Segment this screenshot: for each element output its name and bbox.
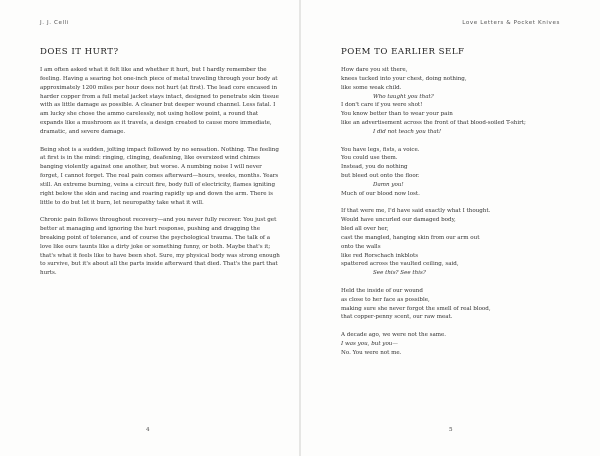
poem-line: making sure she never forgot the smell of real blood, [341, 305, 491, 312]
poem-line: but bleed out onto the floor. [341, 173, 420, 180]
poem-line: bled all over her, [341, 226, 389, 233]
paragraph: Being shot is a sudden, jolting impact followed by no sensation. Nothing. The feeling at first is in the mind: ringing, clinging, deafening, like oversized wind chimes banging violently against one another, but worse. A numbing noise I will never forget, I cannot forget. The real pain comes afterward—hours, weeks, months. Years still. An extreme burning, veins a circuit fire, body full of electricity, flames igniting right below the skin and racing and roaring rapidly up and down the arm. There is little to do but let it burn, let neuropathy take what it will. [40, 146, 279, 206]
poem-line: If that were me, I'd have said exactly what I thought. [341, 208, 491, 215]
poem-stanza [341, 66, 581, 137]
poem-line: Held the inside of our wound [341, 287, 423, 294]
poem-stanza [341, 331, 581, 358]
poem-line: You have legs, fists, a voice. [341, 146, 420, 153]
poem-stanza [341, 287, 581, 322]
poem-line: onto the walls [341, 243, 381, 250]
poem-body [341, 66, 581, 366]
poem-line: A decade ago, we were not the same. [341, 332, 447, 339]
poem-line: cast the mangled, hanging skin from our arm out [341, 234, 480, 241]
poem-line: I was you, but you— [341, 340, 398, 347]
poem-line: like some weak child. [341, 84, 402, 91]
poem-line: like an advertisement across the front of that blood-soiled T-shirt; [341, 120, 526, 127]
poem-line: that copper-penny scent, our raw meat. [341, 314, 453, 321]
running-head-book-title: Love Letters & Pocket Knives [462, 20, 560, 26]
page-number-right: 5 [449, 427, 453, 433]
poem-line: How dare you sit there, [341, 67, 408, 73]
poem-line: Much of our blood now lost. [341, 190, 420, 197]
poem-line: You could use them. [341, 155, 398, 162]
poem-stanza [341, 146, 581, 199]
essay-title: DOES IT HURT? [40, 47, 119, 57]
poem-stanza [341, 207, 581, 278]
poem-line: No. You were not me. [341, 349, 402, 356]
page-number-left: 4 [146, 427, 150, 433]
poem-line: as close to her face as possible, [341, 296, 430, 303]
poem-line: like red Rorschach inkblots [341, 252, 419, 259]
poem-line: Would have uncurled our damaged body, [341, 217, 456, 224]
poem-title: POEM TO EARLIER SELF [341, 47, 465, 57]
poem-line: Damn you! [373, 181, 404, 188]
poem-line: Instead, you do nothing [341, 164, 408, 171]
poem-line: You know better than to wear your pain [341, 111, 453, 118]
poem-line: I did not teach you that! [373, 128, 442, 135]
right-page [301, 0, 600, 456]
paragraph: I am often asked what it felt like and whether it hurt, but I hardly remember the feeling. Having a searing hot one-inch piece of metal traveling through your body at approximately 1200 miles per hour does not hurt (at first). The lead core encased in harder copper from a full metal jacket stays intact, designed to penetrate skin tissue with as little damage as possible. A cleaner but deeper wound channel. Less fatal. I am lucky she chose the ammo carelessly, not using hollow point, a round that expands like a mushroom as it travels, a design created to cause more immediate, dramatic, and severe damage. [40, 67, 279, 135]
left-page [0, 0, 299, 456]
poem-line: Who taught you that? [373, 93, 434, 100]
essay-body [40, 66, 280, 287]
poem-line: knees tucked into your chest, doing nothing, [341, 75, 467, 82]
running-head-author: J. J. Celli [40, 20, 70, 26]
paragraph: Chronic pain follows throughout recovery—and you never fully recover. You just get better at managing and ignoring the hurt response, pushing and dragging the breaking point of tolerance, and of course the psychological trauma. The talk of a love like ours taunts like a dirty joke or something funny, or both. Maybe that's it; that's what it feels like to have been shot. Sure, my physical body was strong enough to survive, but it's about all the parts inside afterward that died. That's the part that hurts. [40, 217, 280, 277]
poem-line: I don't care if you were shot! [341, 102, 423, 109]
poem-line: See this? See this? [373, 270, 426, 277]
poem-line: spattered across the vaulted ceiling, said, [341, 261, 459, 268]
